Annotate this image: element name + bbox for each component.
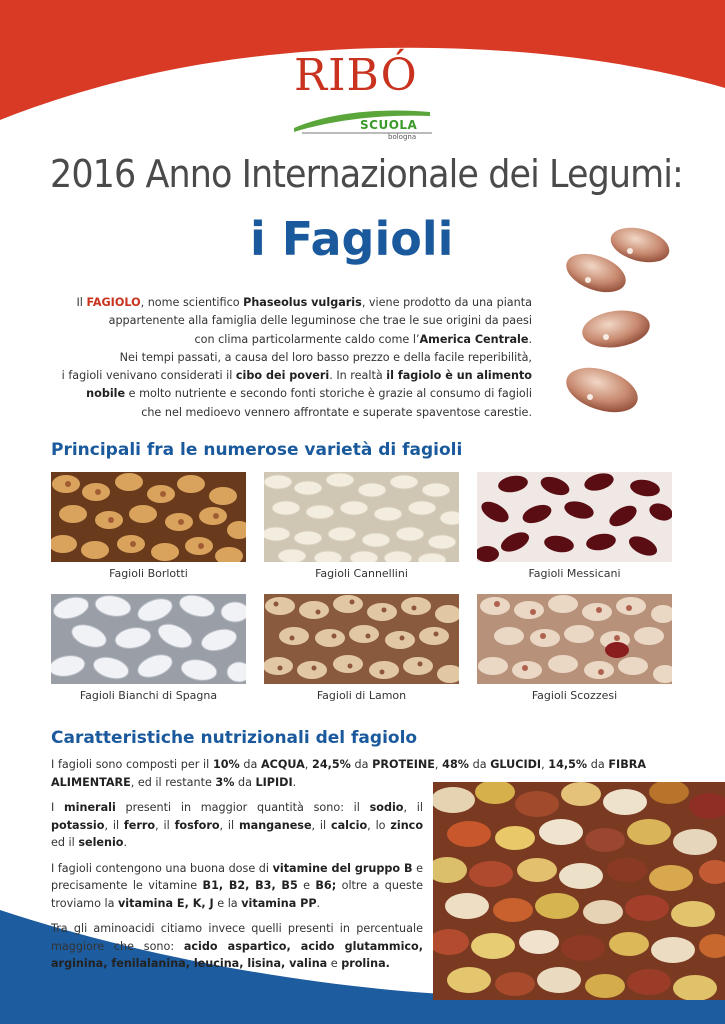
nutrition-paragraph-vitamins: I fagioli contengono una buona dose di vitamine del gruppo B e precisamente le vitamine B1, B2, B3, B5 e B6; oltre a queste troviamo la vitamina E, K, J e la vitamina PP. <box>51 861 423 910</box>
ribo-logo <box>288 52 438 144</box>
page-subtitle: i Fagioli <box>250 212 454 266</box>
scozzesi-photo <box>477 594 672 684</box>
caption-lamon: Fagioli di Lamon <box>316 689 407 702</box>
nutrition-paragraph-composition: I fagioli sono composti per il 10% da ACQUA, 24,5% da PROTEINE, 48% da GLUCIDI, 14,5% da FIBRA ALIMENTARE, ed il restante 3% da LIPIDI. <box>51 758 647 789</box>
messicani-photo <box>477 472 672 562</box>
page-title: 2016 Anno Internazionale dei Legumi: <box>50 152 683 196</box>
logo-city: bologna <box>388 133 417 141</box>
bianchi-di-spagna-photo <box>51 594 246 684</box>
caption-messicani: Fagioli Messicani <box>528 567 621 580</box>
nutrition-paragraph-minerals: I minerali presenti in maggior quantità sono: il sodio, il potassio, il ferro, il fosforo, il manganese, il calcio, lo zinco ed il selenio. <box>51 801 424 849</box>
caption-bianchi-di-spagna: Fagioli Bianchi di Spagna <box>79 689 218 702</box>
nutrition-text <box>51 756 647 981</box>
logo-school: SCUOLA <box>360 118 418 132</box>
decorative-beans-illustration <box>560 225 680 425</box>
caption-borlotti: Fagioli Borlotti <box>109 567 188 580</box>
nutrition-section-title: Caratteristiche nutrizionali del fagiolo <box>51 728 418 748</box>
varieties-section-title: Principali fra le numerose varietà di fagioli <box>51 440 463 460</box>
caption-cannellini: Fagioli Cannellini <box>315 567 408 580</box>
nutrition-paragraph-aminoacids: Tra gli aminoacidi citiamo invece quelli presenti in percentuale maggiore che sono: acido aspartico, acido glutammico, arginina, fenilalanina, leucina, lisina, valina e prolina. <box>51 922 423 970</box>
lamon-photo <box>264 594 459 684</box>
mixed-beans-photo <box>433 782 725 1000</box>
cannellini-photo <box>264 472 459 562</box>
borlotti-photo <box>51 472 246 562</box>
intro-paragraph: Il FAGIOLO, nome scientifico Phaseolus vulgaris, viene prodotto da una pianta appartenente alla famiglia delle leguminose che trae le sue origini da paesi con clima particolarmente caldo come l’America Centrale. Nei tempi passati, a causa del loro basso prezzo e della facile reperibilità, i fagioli venivano considerati il cibo dei poveri. In realtà il fagiolo è un alimento nobile e molto nutriente e secondo fonti storiche è grazie al consumo di fagioli che nel medioevo vennero affrontate e superate spaventose carestie. <box>61 296 532 419</box>
logo-brand: RIBÓ <box>294 50 418 101</box>
caption-scozzesi: Fagioli Scozzesi <box>531 689 618 702</box>
